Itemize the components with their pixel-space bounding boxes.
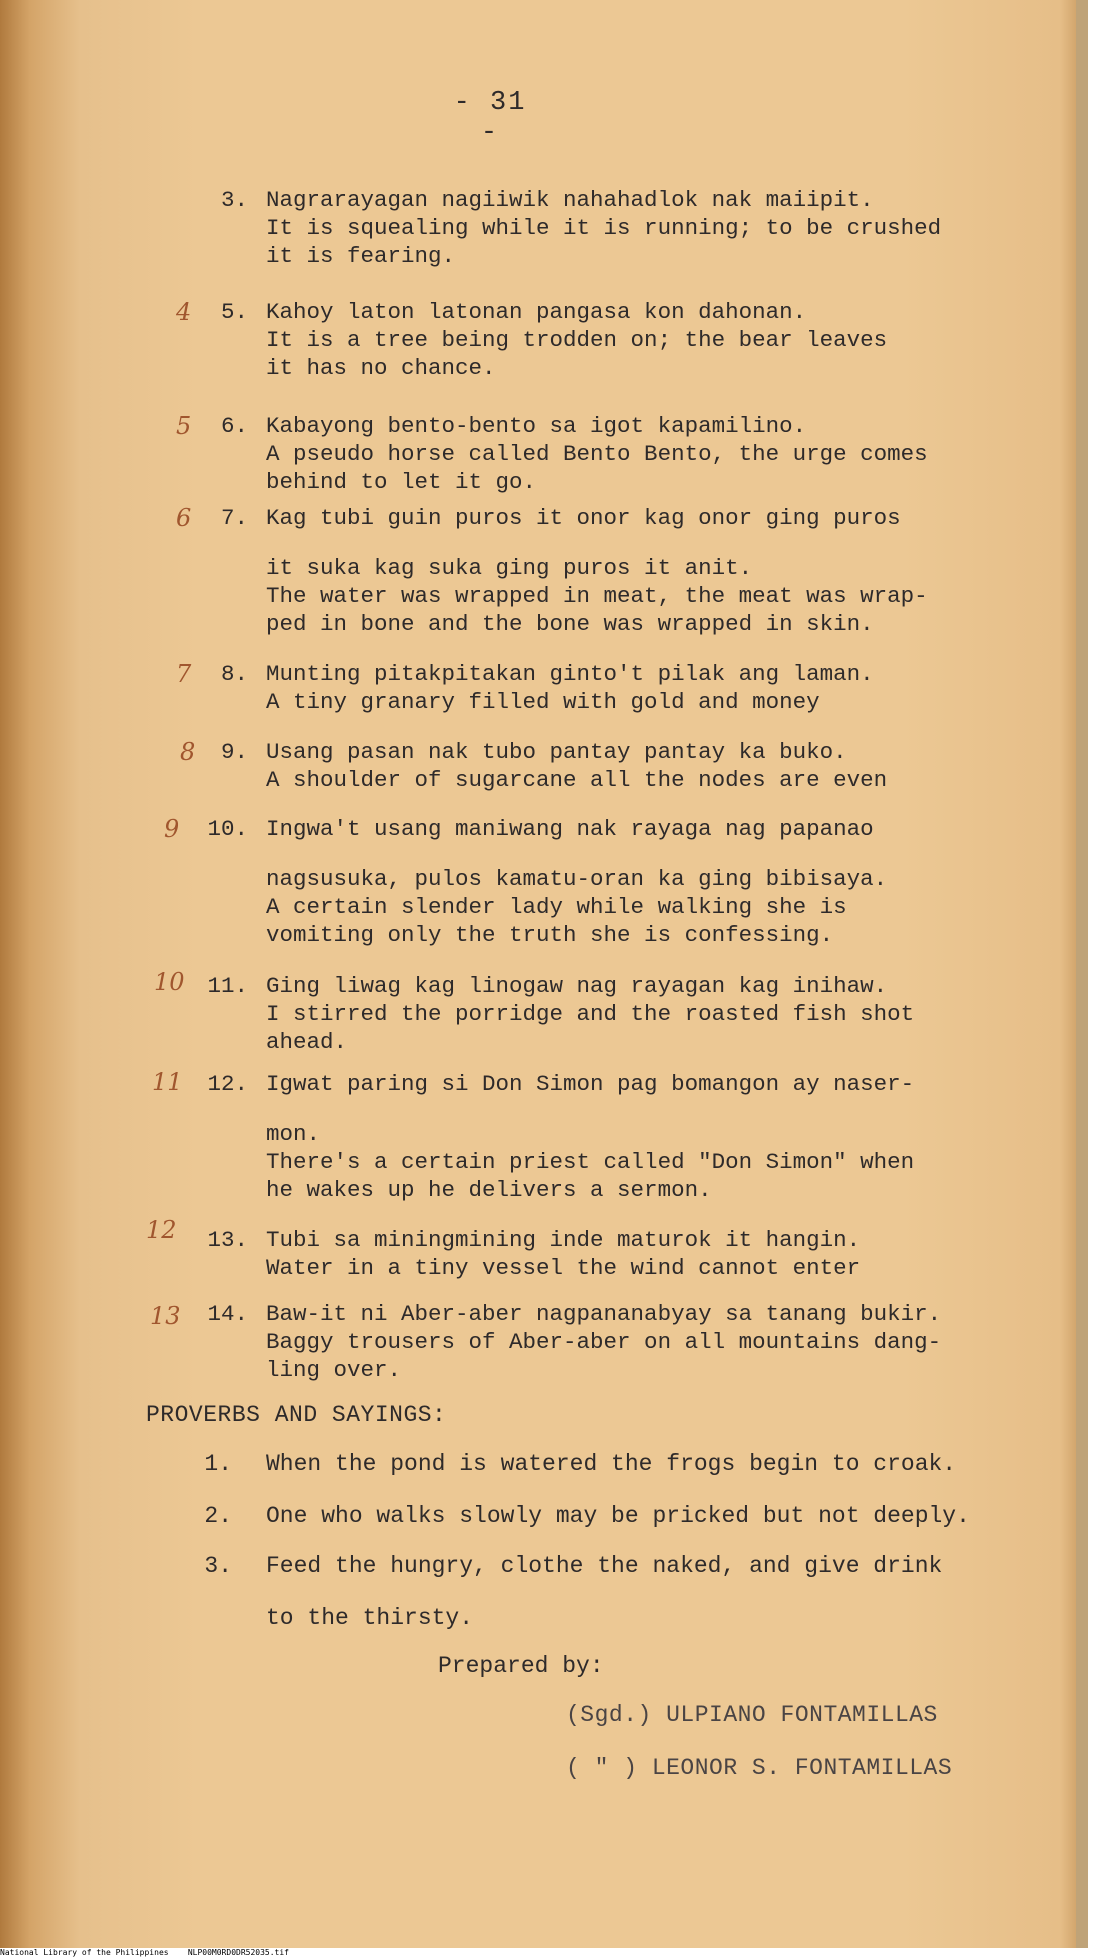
riddle-line: There's a certain priest called "Don Simon" when — [266, 1149, 915, 1175]
proverb-text — [266, 1450, 1046, 1478]
riddle-line: A certain slender lady while walking she is — [266, 894, 847, 920]
proverb-number: 1. — [204, 1451, 232, 1477]
riddle-line: Water in a tiny vessel the wind cannot enter — [266, 1255, 861, 1281]
riddle-line: Usang pasan nak tubo pantay pantay ka buko. — [266, 739, 847, 765]
riddle-text — [266, 660, 1046, 716]
riddle-line: it is fearing. — [266, 243, 456, 269]
riddle-number: 5. — [220, 299, 248, 325]
riddle-number: 11. — [207, 973, 248, 999]
riddle-line: ahead. — [266, 1029, 348, 1055]
handwritten-mark: 4 — [176, 298, 192, 326]
riddle-number: 6. — [220, 413, 248, 439]
handwritten-mark: 10 — [154, 968, 185, 996]
riddle-line: ling over. — [266, 1357, 402, 1383]
page-number: - 31 - — [453, 88, 527, 148]
riddle-text — [266, 186, 1046, 270]
riddle-text — [266, 1300, 1046, 1384]
riddle-line: ped in bone and the bone was wrapped in skin. — [266, 611, 874, 637]
handwritten-mark: 8 — [180, 738, 196, 766]
riddle-number: 8. — [220, 661, 248, 687]
handwritten-mark: 6 — [176, 504, 192, 532]
proverb-line: One who walks slowly may be pricked but not deeply. — [266, 1503, 970, 1529]
riddle-number: 3. — [220, 187, 248, 213]
riddle-line: Tubi sa miningmining inde maturok it hangin. — [266, 1227, 861, 1253]
signature-line: ( " ) LEONOR S. FONTAMILLAS — [566, 1755, 953, 1781]
riddle-line: Kabayong bento-bento sa igot kapamilino. — [266, 413, 807, 439]
riddle-line: it suka kag suka ging puros it anit. — [266, 555, 753, 581]
handwritten-mark: 9 — [164, 815, 180, 843]
riddle-line: It is a tree being trodden on; the bear leaves — [266, 327, 888, 353]
proverb-line: When the pond is watered the frogs begin to croak. — [266, 1451, 957, 1477]
proverb-text — [266, 1502, 1046, 1530]
handwritten-mark: 13 — [150, 1302, 181, 1330]
riddle-text — [266, 298, 1046, 382]
riddle-line: Kag tubi guin puros it onor kag onor ging puros — [266, 505, 901, 531]
riddle-number: 7. — [220, 505, 248, 531]
riddle-line: Igwat paring si Don Simon pag bomangon ay naser- — [266, 1071, 915, 1097]
riddle-text — [266, 1226, 1046, 1282]
riddle-text — [266, 815, 1046, 949]
riddle-text — [266, 1070, 1046, 1204]
handwritten-mark: 12 — [146, 1216, 177, 1244]
riddle-line: A tiny granary filled with gold and money — [266, 689, 820, 715]
riddle-line: Nagrarayagan nagiiwik nahahadlok nak maiipit. — [266, 187, 874, 213]
riddle-line: vomiting only the truth she is confessing. — [266, 922, 834, 948]
riddle-text — [266, 412, 1046, 496]
riddle-number: 10. — [207, 816, 248, 842]
scan-footer: National Library of the Philippines NLP00M0RD0DR52035.tif — [0, 1948, 1094, 1958]
riddle-line: The water was wrapped in meat, the meat was wrap- — [266, 583, 928, 609]
riddle-line: behind to let it go. — [266, 469, 537, 495]
proverb-text — [266, 1552, 1046, 1632]
riddle-number: 12. — [207, 1071, 248, 1097]
riddle-text — [266, 738, 1046, 794]
riddle-line: Baw-it ni Aber-aber nagpananabyay sa tanang bukir. — [266, 1301, 942, 1327]
handwritten-mark: 7 — [176, 660, 192, 688]
riddle-line: he wakes up he delivers a sermon. — [266, 1177, 712, 1203]
riddle-line: it has no chance. — [266, 355, 496, 381]
riddle-number: 9. — [220, 739, 248, 765]
page-edge — [1076, 0, 1088, 1948]
riddle-text — [266, 972, 1046, 1056]
riddle-number: 14. — [207, 1301, 248, 1327]
proverb-number: 3. — [204, 1553, 232, 1579]
riddle-number: 13. — [207, 1227, 248, 1253]
proverb-line: Feed the hungry, clothe the naked, and give drink — [266, 1553, 943, 1579]
riddle-line: Ingwa't usang maniwang nak rayaga nag papanao — [266, 816, 874, 842]
prepared-by-label: Prepared by: — [438, 1653, 604, 1679]
riddle-line: Kahoy laton latonan pangasa kon dahonan. — [266, 299, 807, 325]
riddle-line: Ging liwag kag linogaw nag rayagan kag inihaw. — [266, 973, 888, 999]
handwritten-mark: 5 — [176, 412, 192, 440]
riddle-line: nagsusuka, pulos kamatu-oran ka ging bibisaya. — [266, 866, 888, 892]
riddle-line: A pseudo horse called Bento Bento, the urge comes — [266, 441, 928, 467]
proverb-number: 2. — [204, 1503, 232, 1529]
handwritten-mark: 11 — [152, 1068, 183, 1096]
riddle-line: Baggy trousers of Aber-aber on all mountains dang- — [266, 1329, 942, 1355]
signature-line: (Sgd.) ULPIANO FONTAMILLAS — [566, 1702, 938, 1728]
riddle-line: It is squealing while it is running; to be crushed — [266, 215, 942, 241]
riddle-line: mon. — [266, 1121, 321, 1147]
riddle-line: I stirred the porridge and the roasted fish shot — [266, 1001, 915, 1027]
section-title: PROVERBS AND SAYINGS: — [146, 1402, 447, 1428]
riddle-line: A shoulder of sugarcane all the nodes are even — [266, 767, 888, 793]
proverb-line: to the thirsty. — [266, 1605, 474, 1631]
riddle-line: Munting pitakpitakan ginto't pilak ang laman. — [266, 661, 874, 687]
riddle-text — [266, 504, 1046, 638]
